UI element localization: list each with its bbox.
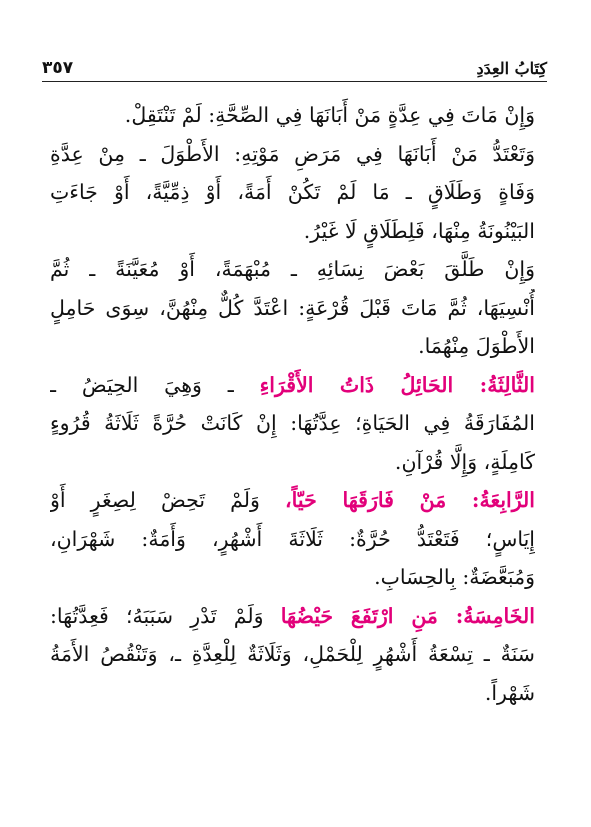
line-text: وَفَاةٍ وَطَلَاقٍ ـ مَا لَمْ تَكُنْ أَمَةً، أَوْ ذِمِّيَّةً، أَوْ جَاءَتِ bbox=[50, 180, 535, 204]
text-line bbox=[50, 404, 535, 443]
line-text: كَامِلَةٍ، وَإِلَّا قُرْآنِ. bbox=[394, 449, 535, 474]
line-text: سَنَةٌ ـ تِسْعَةُ أَشْهُرٍ لِلْحَمْلِ، وَثَلَاثَةٌ لِلْعِدَّةِ ـ، وَتَنْقُصُ الأَمَةُ bbox=[50, 642, 535, 666]
running-title: كِتَابُ العِدَدِ bbox=[476, 59, 547, 78]
line-text: الأَطْوَلَ مِنْهُمَا. bbox=[418, 334, 535, 358]
text-line bbox=[50, 520, 535, 559]
line-text: إِيَاسٍ؛ فَتَعْتَدُّ حُرَّةٌ: ثَلَاثَةَ أَشْهُرٍ، وَأَمَةٌ: شَهْرَانِ، bbox=[50, 526, 535, 551]
text-line bbox=[50, 327, 535, 366]
text-line bbox=[50, 558, 535, 597]
section-heading: الخَامِسَةُ: مَنِ ارْتَفَعَ حَيْضُهَا bbox=[280, 603, 535, 628]
line-text: ـ وَهِيَ الحِيَضُ ـ bbox=[50, 372, 260, 397]
line-text: البَيْنُونَةُ مِنْهَا، فَلِطَلَاقٍ لَا غَيْرُ. bbox=[303, 218, 535, 243]
page-number: ٣٥٧ bbox=[42, 58, 74, 78]
line-text: وَإِنْ طَلَّقَ بَعْضَ نِسَائِهِ ـ مُبْهَمَةً، أَوْ مُعَيَّنَةً ـ ثُمَّ bbox=[50, 257, 535, 281]
text-line bbox=[50, 597, 535, 636]
text-line bbox=[50, 481, 535, 520]
text-line bbox=[50, 289, 535, 328]
text-body bbox=[50, 96, 535, 712]
line-text: شَهْراً. bbox=[484, 680, 535, 705]
text-line bbox=[50, 135, 535, 174]
line-text: وَلَمْ تَحِضْ لِصِغَرٍ أَوْ bbox=[50, 488, 286, 512]
text-line bbox=[50, 366, 535, 405]
line-text: المُفَارَقَةُ فِي الحَيَاةِ؛ عِدَّتُهَا: إِنْ كَانَتْ حُرَّةً ثَلَاثَةُ قُرُوءٍ bbox=[50, 411, 535, 435]
text-line bbox=[50, 96, 535, 135]
text-line bbox=[50, 443, 535, 482]
line-text: وَتَعْتَدُّ مَنْ أَبَانَهَا فِي مَرَضِ مَوْتِهِ: الأَطْوَلَ ـ مِنْ عِدَّةِ bbox=[50, 141, 535, 166]
text-line bbox=[50, 250, 535, 289]
section-heading: الرَّابِعَةُ: مَنْ فَارَقَهَا حَيّاً، bbox=[285, 488, 535, 512]
line-text: وَلَمْ تَدْرِ سَبَبَهُ؛ فَعِدَّتُهَا: bbox=[50, 603, 281, 628]
line-text: وَمُبَعَّضَةٌ: بِالحِسَابِ. bbox=[374, 565, 535, 589]
line-text: وَإِنْ مَاتَ فِي عِدَّةٍ مَنْ أَبَانَهَا فِي الصِّحَّةِ: لَمْ تَنْتَقِلْ. bbox=[124, 103, 535, 127]
line-text: أُنْسِيَهَا، ثُمَّ مَاتَ قَبْلَ قُرْعَةٍ: اعْتَدَّ كُلٌّ مِنْهُنَّ، سِوَى حَامِلٍ bbox=[50, 295, 535, 320]
text-line bbox=[50, 674, 535, 713]
text-line bbox=[50, 173, 535, 212]
section-heading: الثَّالِثَةُ: الحَائِلُ ذَاتُ الأَقْرَاءِ bbox=[259, 372, 535, 397]
page-header bbox=[42, 54, 547, 82]
text-line bbox=[50, 212, 535, 251]
text-line bbox=[50, 635, 535, 674]
